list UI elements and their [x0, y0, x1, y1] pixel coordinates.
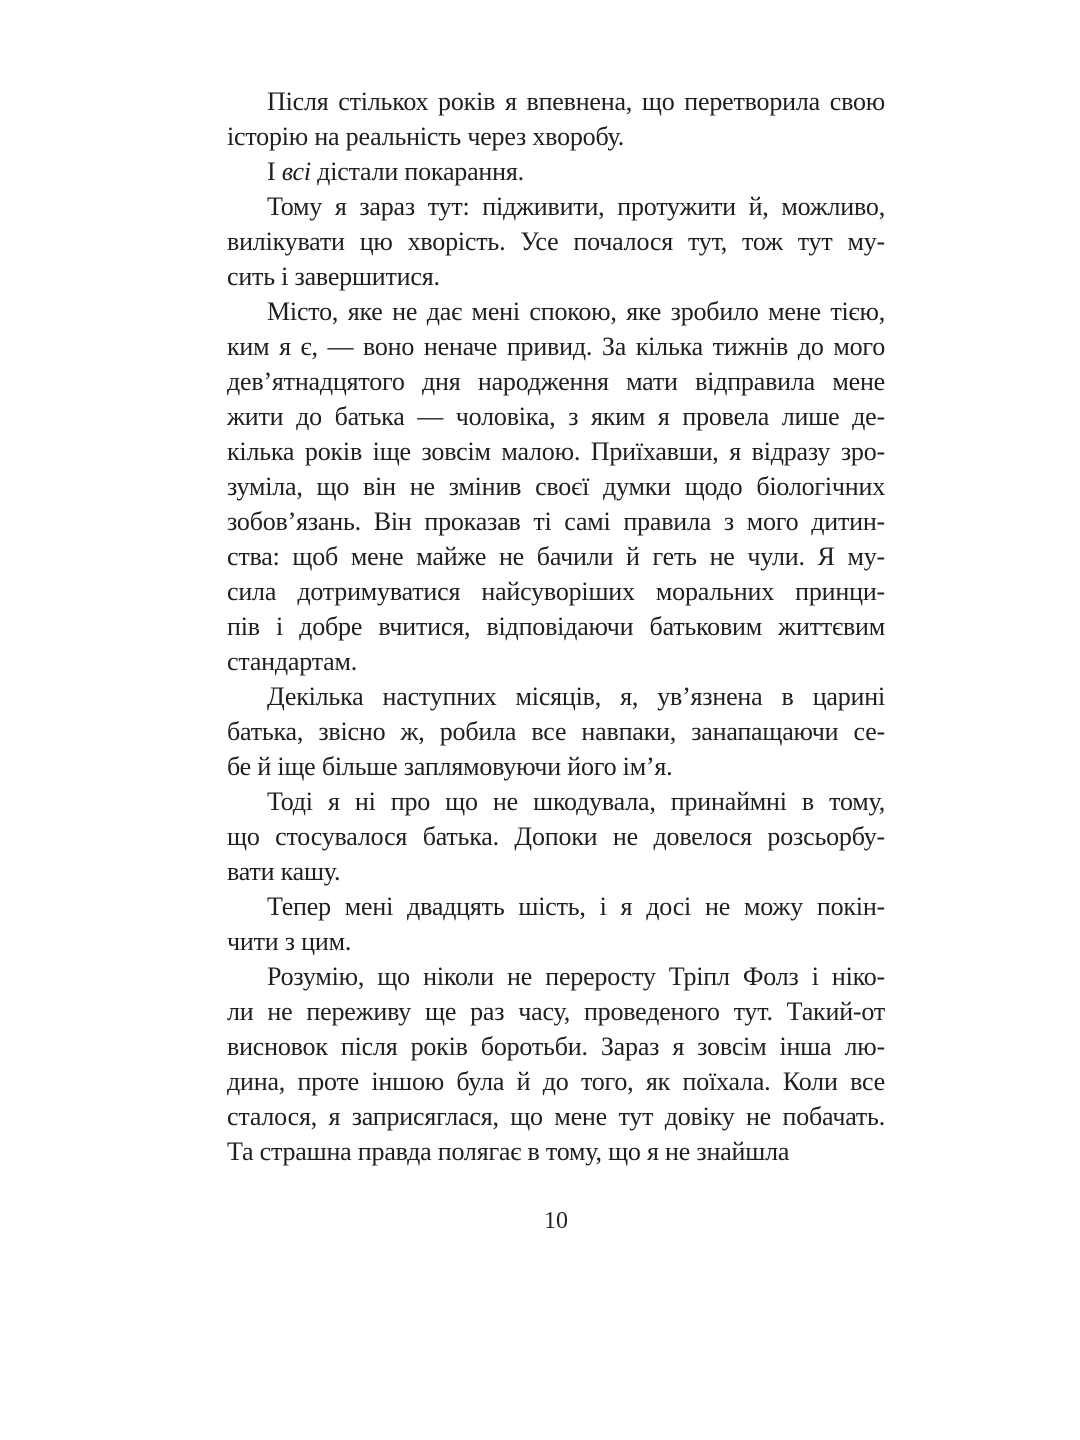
text-line [227, 84, 885, 119]
text-line [227, 1064, 885, 1099]
text-segment: Розумію, що ніколи не переросту Тріпл Фолз і ніко- [267, 962, 885, 991]
text-line [227, 189, 885, 224]
paragraph [227, 154, 885, 189]
text-line [227, 819, 885, 854]
text-segment: І [267, 157, 282, 186]
text-segment: Місто, яке не дає мені спокою, яке зробило мене тією, [267, 297, 885, 326]
text-segment: дістали покарання. [310, 157, 524, 186]
text-line [227, 294, 885, 329]
text-line [227, 539, 885, 574]
text-segment: сталося, я заприсяглася, що мене тут довіку не побачать. [227, 1102, 885, 1131]
text-segment: Та страшна правда полягає в тому, що я не знайшла [227, 1137, 790, 1166]
page-number: 10 [544, 1208, 568, 1234]
text-line [227, 119, 885, 154]
text-line [227, 749, 885, 784]
text-line [227, 959, 885, 994]
paragraph [227, 784, 885, 889]
text-segment: вати кашу. [227, 857, 341, 886]
text-line [227, 924, 885, 959]
text-line [227, 1029, 885, 1064]
text-line [227, 889, 885, 924]
text-segment: Тепер мені двадцять шість, і я досі не можу покін- [267, 892, 885, 921]
text-segment: жити до батька — чоловіка, з яким я провела лише де- [227, 402, 885, 431]
text-line [227, 854, 885, 889]
text-line [227, 574, 885, 609]
text-segment: кілька років іще зовсім малою. Приїхавши, я відразу зро- [227, 437, 885, 466]
text-segment: ким я є, — воно неначе привид. За кілька тижнів до мого [227, 332, 885, 361]
paragraph [227, 679, 885, 784]
text-line [227, 259, 885, 294]
text-line [227, 714, 885, 749]
text-line [227, 504, 885, 539]
text-segment: пів і добре вчитися, відповідаючи батьковим життєвим [227, 612, 885, 641]
text-line [227, 399, 885, 434]
text-line [227, 609, 885, 644]
text-segment: ли не переживу ще раз часу, проведеного тут. Такий-от [227, 997, 885, 1026]
text-line [227, 1134, 885, 1169]
page-text [227, 84, 885, 1169]
text-segment: дина, проте іншою була й до того, як поїхала. Коли все [227, 1067, 885, 1096]
text-segment: сить і завершитися. [227, 262, 440, 291]
text-line [227, 364, 885, 399]
text-segment: зуміла, що він не змінив своєї думки щодо біологічних [227, 472, 885, 501]
text-segment: зобов’язань. Він проказав ті самі правила з мого дитин- [227, 507, 885, 536]
text-segment: стандартам. [227, 647, 358, 676]
text-line [227, 1099, 885, 1134]
text-line [227, 994, 885, 1029]
text-line [227, 679, 885, 714]
italic-text: всі [281, 157, 311, 186]
paragraph [227, 84, 885, 154]
text-segment: ства: щоб мене майже не бачили й геть не чули. Я му- [227, 542, 885, 571]
text-segment: вилікувати цю хворість. Усе почалося тут, тож тут му- [227, 227, 885, 256]
text-line [227, 224, 885, 259]
text-segment: Тоді я ні про що не шкодувала, принаймні в тому, [267, 787, 885, 816]
text-line [227, 434, 885, 469]
paragraph [227, 294, 885, 679]
text-segment: бе й іще більше заплямовуючи його ім’я. [227, 752, 673, 781]
paragraph [227, 889, 885, 959]
text-line [227, 784, 885, 819]
text-segment: Тому я зараз тут: підживити, протужити й, можливо, [267, 192, 885, 221]
text-line [227, 469, 885, 504]
text-segment: історію на реальність через хворобу. [227, 122, 625, 151]
text-segment: висновок після років боротьби. Зараз я зовсім інша лю- [227, 1032, 885, 1061]
text-segment: чити з цим. [227, 927, 352, 956]
text-segment: Після стількох років я впевнена, що перетворила свою [267, 87, 885, 116]
text-line [227, 644, 885, 679]
text-segment: сила дотримуватися найсуворіших моральних принци- [227, 577, 885, 606]
text-segment: дев’ятнадцятого дня народження мати відправила мене [227, 367, 885, 396]
text-segment: що стосувалося батька. Допоки не довелося розсьорбу- [227, 822, 885, 851]
text-line [227, 329, 885, 364]
text-segment: Декілька наступних місяців, я, ув’язнена в царині [267, 682, 885, 711]
paragraph [227, 189, 885, 294]
paragraph [227, 959, 885, 1169]
text-line [227, 154, 885, 189]
text-segment: батька, звісно ж, робила все навпаки, занапащаючи се- [227, 717, 885, 746]
